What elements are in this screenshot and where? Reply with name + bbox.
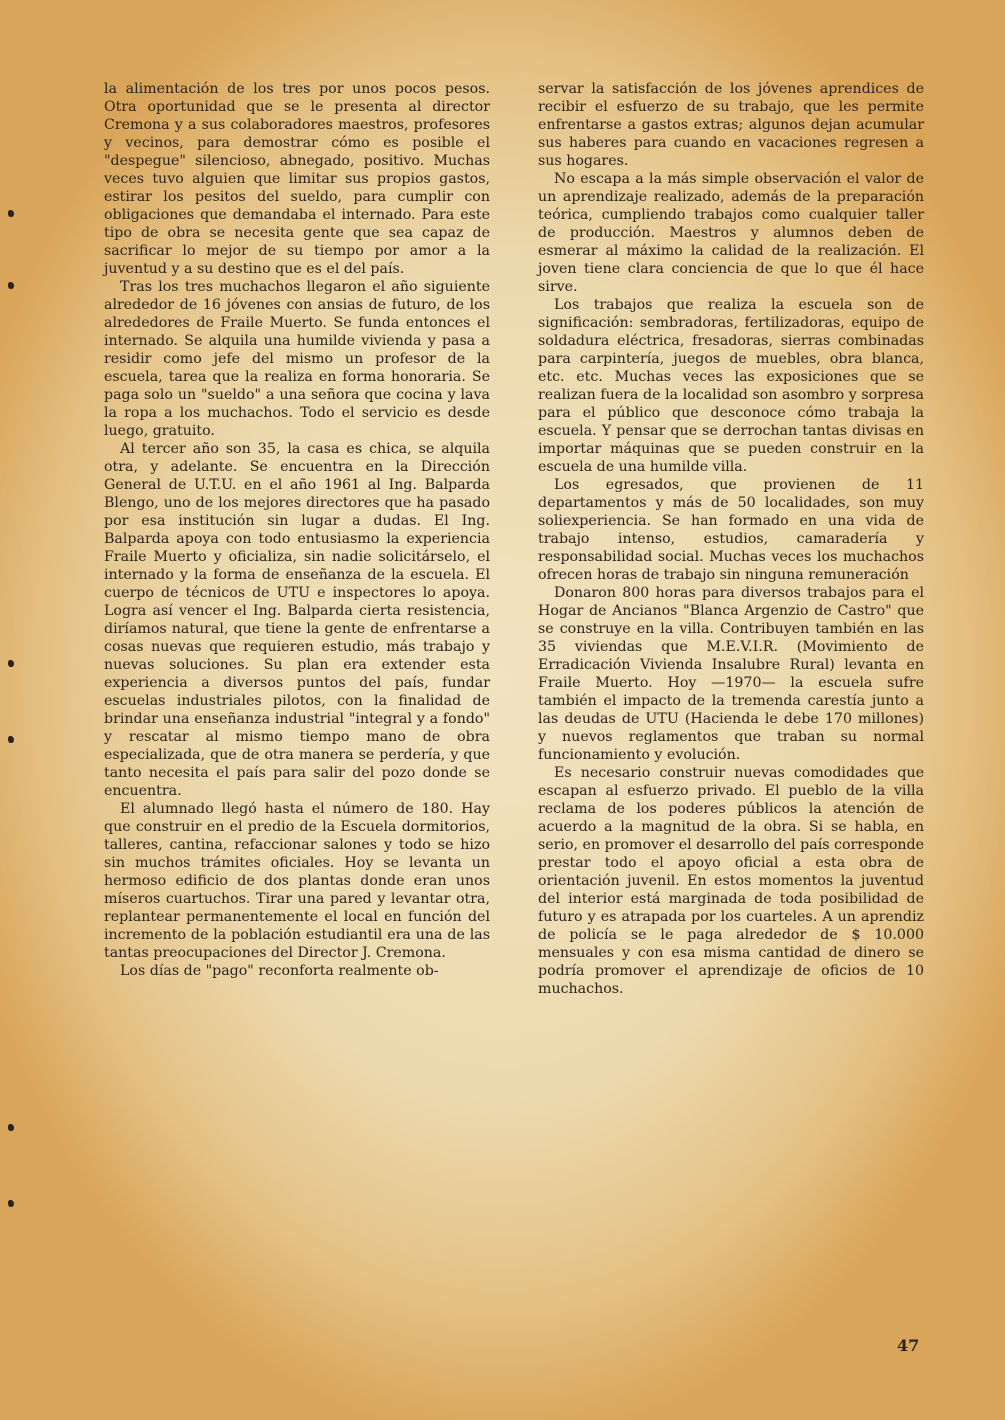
left-text-column <box>104 80 490 980</box>
paragraph: Donaron 800 horas para diversos trabajos para el Hogar de Ancianos "Blanca Argenzio de Castro" que se construye en la villa. Contribuyen también en las 35 viviendas que M.E.V.I.R. (Movimiento de Erradicación Vivienda Insalubre Rural) levanta en Fraile Muerto. Hoy —1970— la escuela sufre también el impacto de la tremenda carestía junto a las deudas de UTU (Hacienda le debe 170 millones) y nuevos reglamentos que traban su normal funcionamiento y evolución. <box>538 585 924 763</box>
paragraph: Los días de "pago" reconforta realmente ob- <box>120 963 439 979</box>
paragraph: Los trabajos que realiza la escuela son de significación: sembradoras, fertilizadoras, equipo de soldadura eléctrica, fresadoras, sierras combinadas para carpintería, juegos de muebles, obra blanca, etc. etc. Muchas veces las exposiciones que se realizan fuera de la localidad son asombro y sorpresa para el público que desconoce cómo trabaja la escuela. Y pensar que se derrochan tantas divisas en importar máquinas que se pueden construir en la escuela de una humilde villa. <box>538 297 924 475</box>
binding-hole-mark <box>8 1124 14 1131</box>
paragraph: El alumnado llegó hasta el número de 180. Hay que construir en el predio de la Escuela dormitorios, talleres, cantina, refaccionar salones y todo se hizo sin muchos trámites oficiales. Hoy se levanta un hermoso edificio de dos plantas donde eran unos míseros cuartuchos. Tirar una pared y levantar otra, replantear permanentemente el local en función del incremento de la población estudiantil era una de las tantas preocupaciones del Director J. Cremona. <box>104 801 490 961</box>
binding-hole-mark <box>8 210 14 217</box>
page-number: 47 <box>897 1336 920 1355</box>
paragraph: Al tercer año son 35, la casa es chica, se alquila otra, y adelante. Se encuentra en la Dirección General de U.T.U. en el año 1961 al Ing. Balparda Blengo, uno de los mejores directores que ha pasado por esa institución sin lugar a dudas. El Ing. Balparda apoya con todo entusiasmo la experiencia Fraile Muerto y oficializa, sin nadie solicitárselo, el internado y la forma de enseñanza de la escuela. El cuerpo de técnicos de UTU e inspectores lo apoya. Logra así vencer el Ing. Balparda cierta resistencia, diríamos natural, que tiene la gente de enfrentarse a cosas nuevas que requieren estudio, más trabajo y nuevas soluciones. Su plan era extender esta experiencia a diversos puntos del país, fundar escuelas industriales pilotos, con la finalidad de brindar una enseñanza industrial "integral y a fondo" y rescatar al mismo tiempo mano de obra especializada, que de otra manera se perdería, y que tanto necesita el país para salir del pozo donde se encuentra. <box>104 441 490 799</box>
paragraph: la alimentación de los tres por unos pocos pesos. Otra oportunidad que se le presenta al director Cremona y a sus colaboradores maestros, profesores y vecinos, para demostrar cómo es posible el "despegue" silencioso, abnegado, positivo. Muchas veces tuvo alguien que limitar sus propios gastos, estirar los pesitos del sueldo, para cumplir con obligaciones que demandaba el internado. Para este tipo de obra se necesita gente que sea capaz de sacrificar lo mejor de su tiempo por amor a la juventud y a su destino que es el del país. <box>104 81 490 277</box>
binding-hole-mark <box>8 660 14 667</box>
paragraph: Tras los tres muchachos llegaron el año siguiente alrededor de 16 jóvenes con ansias de futuro, de los alrededores de Fraile Muerto. Se funda entonces el internado. Se alquila una humilde vivienda y pasa a residir como jefe del mismo un profesor de la escuela, tarea que la realiza en forma honoraria. Se paga solo un "sueldo" a una señora que cocina y lava la ropa a los muchachos. Todo el servicio es desde luego, gratuito. <box>104 279 490 439</box>
binding-hole-mark <box>8 282 14 289</box>
paragraph: Es necesario construir nuevas comodidades que escapan al esfuerzo privado. El pueblo de la villa reclama de los poderes públicos la atención de acuerdo a la magnitud de la obra. Si se habla, en serio, en promover el desarrollo del país corresponde prestar todo el apoyo oficial a esta obra de orientación juvenil. En estos momentos la juventud del interior está marginada de toda posibilidad de futuro y es atrapada por los cuarteles. A un aprendiz de policía se le paga alrededor de $ 10.000 mensuales y con esa misma cantidad de dinero se podría promover el aprendizaje de oficios de 10 muchachos. <box>538 765 924 997</box>
binding-hole-mark <box>8 736 14 743</box>
paragraph: No escapa a la más simple observación el valor de un aprendizaje realizado, además de la preparación teórica, cumpliendo trabajos como cualquier taller de producción. Maestros y alumnos deben de esmerar al máximo la calidad de la realización. El joven tiene clara conciencia de que lo que él hace sirve. <box>538 171 924 295</box>
binding-hole-mark <box>8 1200 14 1207</box>
paragraph: Los egresados, que provienen de 11 departamentos y más de 50 localidades, son muy soliexperiencia. Se han formado en una vida de trabajo intenso, estudios, camaradería y responsabilidad social. Muchas veces los muchachos ofrecen horas de trabajo sin ninguna remuneración <box>538 477 924 583</box>
paragraph: servar la satisfacción de los jóvenes aprendices de recibir el esfuerzo de su trabajo, que les permite enfrentarse a gastos extras; algunos dejan acumular sus haberes para cuando en vacaciones regresen a sus hogares. <box>538 81 924 169</box>
right-text-column <box>538 80 924 998</box>
